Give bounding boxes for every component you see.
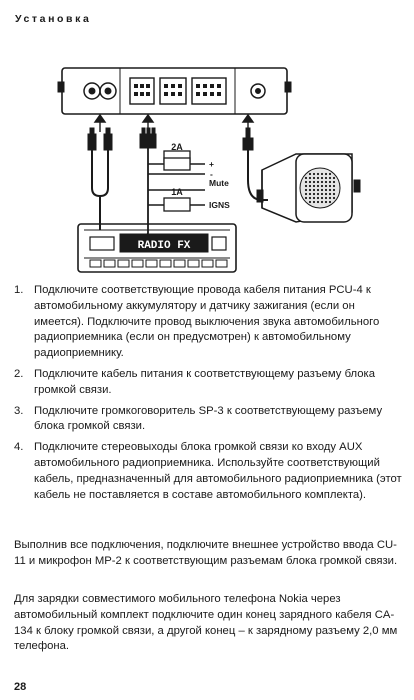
grille-hole: [325, 185, 327, 187]
grille-hole: [333, 197, 335, 199]
grille-hole: [309, 197, 311, 199]
step-text: Подключите громкоговоритель SP-3 к соответствующему разъему блока громкой связи.: [34, 404, 383, 433]
grille-hole: [321, 181, 323, 183]
list-item: [14, 367, 404, 399]
grille-hole: [313, 173, 315, 175]
grille-hole: [313, 189, 315, 191]
minus-label: -: [210, 169, 213, 179]
speaker-cable: [243, 128, 268, 200]
step-text: Подключите кабель питания к соответствующему разъему блока громкой связи.: [34, 367, 376, 396]
grille-hole: [317, 193, 319, 195]
connection-diagram: [0, 40, 414, 280]
grille-hole: [329, 193, 331, 195]
grille-hole: [309, 189, 311, 191]
grille-hole: [313, 193, 315, 195]
grille-hole: [325, 193, 327, 195]
grille-hole: [309, 177, 311, 179]
page-number: 28: [14, 681, 27, 693]
grille-hole: [313, 181, 315, 183]
grille-hole: [305, 185, 307, 187]
grille-hole: [317, 185, 319, 187]
grille-hole: [325, 201, 327, 203]
step-number: 4.: [14, 441, 24, 454]
grille-hole: [333, 193, 335, 195]
list-item: [14, 283, 404, 362]
grille-hole: [317, 201, 319, 203]
car-radio: [78, 224, 236, 272]
grille-hole: [317, 173, 319, 175]
list-item: [14, 404, 404, 436]
grille-hole: [333, 181, 335, 183]
grille-hole: [329, 201, 331, 203]
grille-hole: [309, 201, 311, 203]
paragraph-charging: Для зарядки совместимого мобильного телефона Nokia через автомобильный комплект подключите один конец зарядного кабеля CA-134 к блоку громкой связи, а другой конец – к зарядному разъему 2,0 мм телефона.: [14, 593, 398, 653]
grille-hole: [333, 189, 335, 191]
grille-hole: [325, 173, 327, 175]
grille-hole: [317, 177, 319, 179]
grille-hole: [305, 193, 307, 195]
step-number: 3.: [14, 404, 24, 417]
grille-hole: [329, 197, 331, 199]
grille-hole: [309, 181, 311, 183]
grille-hole: [333, 177, 335, 179]
grille-hole: [321, 189, 323, 191]
grille-hole: [321, 197, 323, 199]
section-title: Установка: [15, 13, 92, 25]
grille-hole: [329, 181, 331, 183]
fuse-2a-label: 2A: [171, 142, 183, 152]
plus-label: +: [209, 159, 214, 169]
grille-hole: [313, 177, 315, 179]
connector-pins: [134, 84, 221, 96]
grille-hole: [329, 189, 331, 191]
grille-hole: [325, 197, 327, 199]
grille-hole: [321, 173, 323, 175]
connection-arrows: [95, 115, 253, 132]
grille-hole: [313, 197, 315, 199]
grille-hole: [321, 201, 323, 203]
grille-hole: [325, 181, 327, 183]
speaker: [257, 154, 360, 222]
grille-hole: [305, 189, 307, 191]
grille-hole: [313, 201, 315, 203]
rca-cables: [88, 128, 112, 230]
paragraph-connect-devices: Выполнив все подключения, подключите внешнее устройство ввода CU-11 и микрофон MP-2 к соответствующим разъемам блока громкой связи.: [14, 539, 398, 567]
grille-hole: [333, 185, 335, 187]
handsfree-unit: [58, 68, 291, 114]
installation-steps: [14, 283, 404, 508]
grille-hole: [317, 181, 319, 183]
step-number: 1.: [14, 284, 24, 296]
grille-hole: [329, 185, 331, 187]
grille-hole: [313, 185, 315, 187]
fuse-2a: [164, 142, 190, 170]
grille-hole: [325, 189, 327, 191]
step-text: Подключите стереовыходы блока громкой связи ко входу AUX автомобильного радиоприемника. Используйте соответствующий кабель, предназначенный для автомобильного радиоприемника (этот кабель не поставляется в составе автомобильного комплекта).: [34, 441, 402, 501]
grille-hole: [305, 181, 307, 183]
grille-hole: [329, 177, 331, 179]
list-item: [14, 440, 404, 503]
grille-hole: [321, 193, 323, 195]
grille-hole: [305, 197, 307, 199]
grille-hole: [317, 189, 319, 191]
grille-hole: [309, 193, 311, 195]
grille-hole: [309, 173, 311, 175]
grille-hole: [305, 177, 307, 179]
grille-hole: [317, 197, 319, 199]
wire-labels: [209, 159, 230, 210]
grille-hole: [329, 173, 331, 175]
step-text: Подключите соответствующие провода кабеля питания PCU-4 к автомобильному аккумулятору и датчику зажигания (если он имеется). Подключите провод выключения звука автомобильного радиоприемника (если он предусмотрен) к автомобильному радиоприемнику.: [34, 284, 380, 360]
grille-hole: [325, 177, 327, 179]
fuse-1a-label: 1A: [171, 187, 183, 197]
radio-display-text: RADIO FX: [137, 240, 191, 252]
mute-label: Mute: [209, 178, 229, 188]
grille-hole: [321, 185, 323, 187]
step-number: 2.: [14, 367, 24, 380]
igns-label: IGNS: [209, 200, 230, 210]
grille-hole: [309, 185, 311, 187]
grille-hole: [321, 177, 323, 179]
